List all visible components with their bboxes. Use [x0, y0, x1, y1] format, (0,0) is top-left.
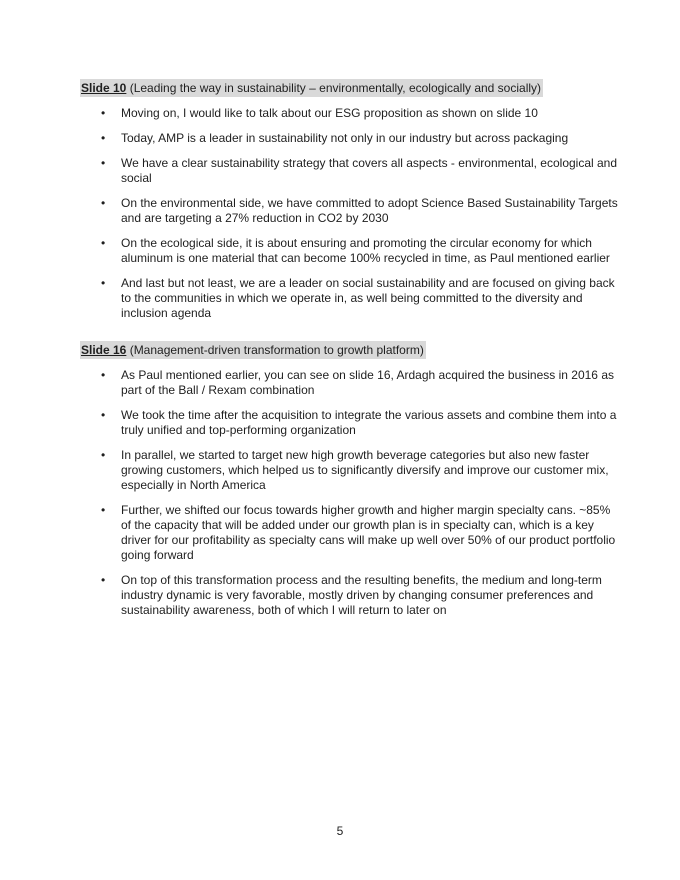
bullet-item — [80, 156, 621, 186]
bullet-item — [80, 368, 621, 398]
bullet-text: In parallel, we started to target new high growth beverage categories but also new faster growing customers, which helped us to significantly diversify and improve our customer mix, especially in North America — [121, 448, 609, 492]
bullet-item — [80, 573, 621, 618]
bullet-text: We have a clear sustainability strategy that covers all aspects - environmental, ecological and social — [121, 156, 618, 185]
page-number: 5 — [336, 824, 344, 838]
section-slide-10 — [80, 79, 621, 321]
slide-10-heading-highlight — [80, 79, 543, 97]
slide-10-heading — [80, 79, 621, 97]
slide-10-bullet-list — [80, 106, 621, 321]
bullet-item — [80, 131, 621, 146]
bullet-text: On the environmental side, we have committed to adopt Science Based Sustainability Targets and are targeting a 27% reduction in CO2 by 2030 — [121, 196, 618, 225]
bullet-text: We took the time after the acquisition to integrate the various assets and combine them into a truly unified and top-performing organization — [121, 408, 617, 437]
bullet-text: Further, we shifted our focus towards higher growth and higher margin specialty cans. ~85% of the capacity that will be added under our growth plan is in specialty can, which is a key driver for our profitability as specialty cans will make up well over 50% of our product portfolio going forward — [121, 503, 616, 562]
slide-16-heading-highlight — [80, 341, 426, 359]
bullet-item — [80, 503, 621, 563]
slide-16-bullet-list — [80, 368, 621, 618]
section-slide-16 — [80, 341, 621, 618]
slide-10-label: Slide 10 — [81, 81, 127, 95]
bullet-item — [80, 408, 621, 438]
bullet-text: And last but not least, we are a leader on social sustainability and are focused on giving back to the communities in which we operate in, as well being committed to the diversity and inclusion agenda — [121, 276, 615, 320]
slide-16-title: (Management-driven transformation to growth platform) — [126, 343, 424, 357]
bullet-text: On top of this transformation process and the resulting benefits, the medium and long-term industry dynamic is very favorable, mostly driven by changing consumer preferences and sustainability awareness, both of which I will return to later on — [121, 573, 602, 617]
page-content — [80, 79, 621, 628]
slide-10-title: (Leading the way in sustainability – environmentally, ecologically and socially) — [126, 81, 542, 95]
slide-16-label: Slide 16 — [81, 343, 127, 357]
slide-16-heading — [80, 341, 621, 359]
bullet-item — [80, 448, 621, 493]
bullet-text: On the ecological side, it is about ensuring and promoting the circular economy for which aluminum is one material that can become 100% recycled in time, as Paul mentioned earlier — [121, 236, 610, 265]
bullet-item — [80, 106, 621, 121]
bullet-text: Moving on, I would like to talk about our ESG proposition as shown on slide 10 — [121, 106, 538, 120]
bullet-item — [80, 276, 621, 321]
bullet-item — [80, 236, 621, 266]
bullet-text: Today, AMP is a leader in sustainability not only in our industry but across packaging — [121, 131, 569, 145]
bullet-text: As Paul mentioned earlier, you can see on slide 16, Ardagh acquired the business in 2016 as part of the Ball / Rexam combination — [121, 368, 614, 397]
bullet-item — [80, 196, 621, 226]
